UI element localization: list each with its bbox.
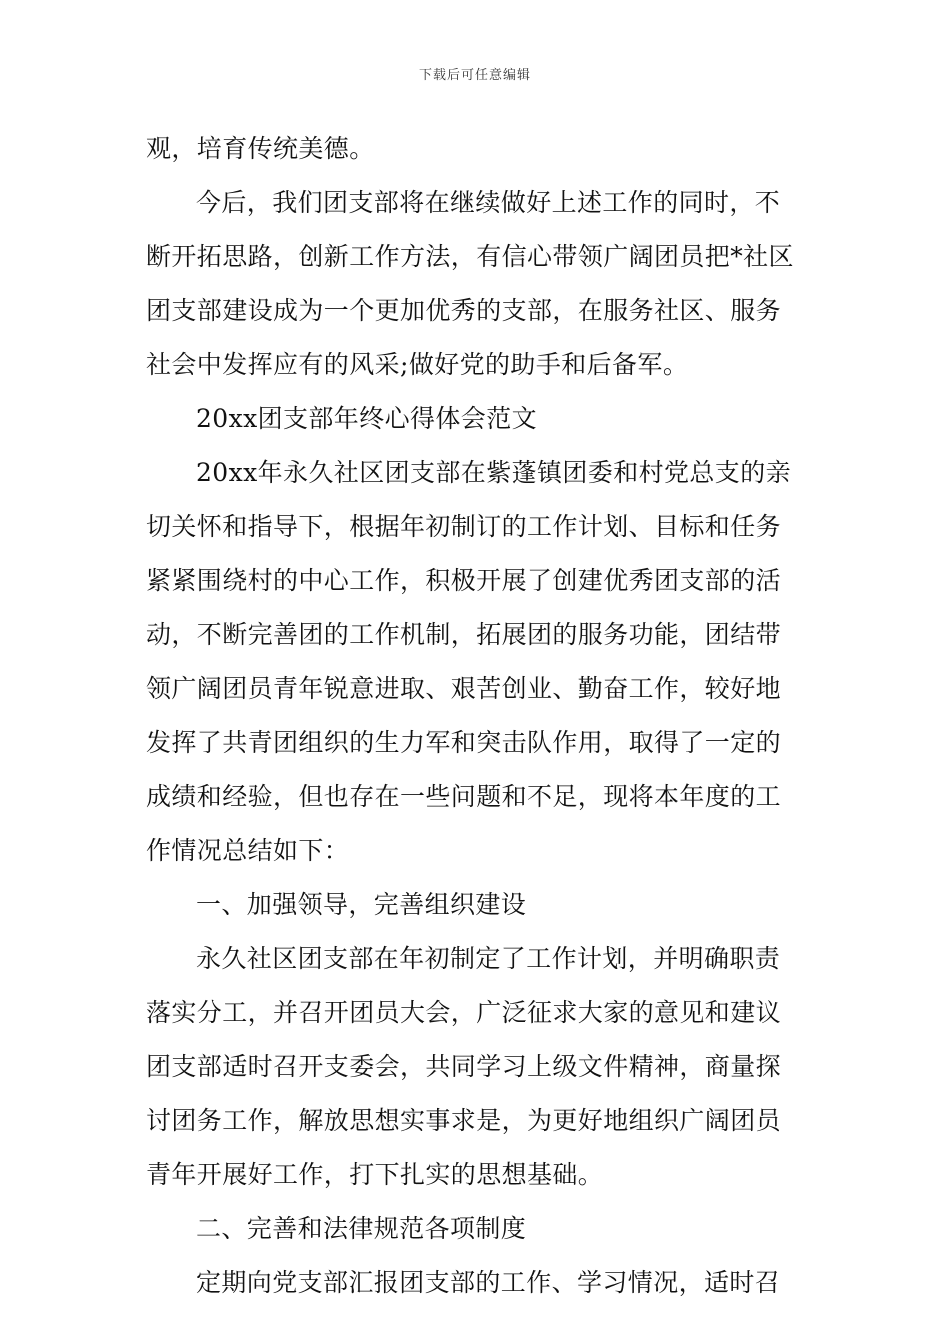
text-line: 发挥了共青团组织的生力军和突击队作用，取得了一定的 — [146, 728, 782, 757]
text-line: 切关怀和指导下，根据年初制订的工作计划、目标和任务 — [146, 512, 782, 541]
text-line: 讨团务工作，解放思想实事求是，为更好地组织广阔团员 — [146, 1106, 782, 1135]
text-line: 永久社区团支部在年初制定了工作计划，并明确职责 — [196, 944, 781, 973]
text-line: 领广阔团员青年锐意进取、艰苦创业、勤奋工作，较好地 — [146, 674, 782, 703]
document-body — [146, 122, 806, 1310]
text-line: 落实分工，并召开团员大会，广泛征求大家的意见和建议 — [146, 998, 782, 1027]
text-line: 紧紧围绕村的中心工作，积极开展了创建优秀团支部的活 — [146, 566, 782, 595]
text-line: 团支部适时召开支委会，共同学习上级文件精神，商量探 — [146, 1052, 782, 1081]
text-line: 作情况总结如下： — [146, 836, 350, 865]
section-heading: 一、加强领导，完善组织建设 — [196, 890, 527, 919]
text-line: 动，不断完善团的工作机制，拓展团的服务功能，团结带 — [146, 620, 782, 649]
page-header: 下载后可任意编辑 — [418, 68, 531, 83]
text-line: 成绩和经验，但也存在一些问题和不足，现将本年度的工 — [146, 782, 782, 811]
text-line: 团支部建设成为一个更加优秀的支部，在服务社区、服务 — [146, 296, 782, 325]
section-title: 20xx团支部年终心得体会范文 — [196, 404, 538, 433]
text-line: 社会中发挥应有的风采;做好党的助手和后备军。 — [146, 350, 689, 379]
text-line: 观，培育传统美德。 — [146, 134, 375, 163]
text-line: 断开拓思路，创新工作方法，有信心带领广阔团员把*社区 — [146, 242, 794, 271]
text-line: 今后，我们团支部将在继续做好上述工作的同时，不 — [196, 188, 781, 217]
text-line: 青年开展好工作，打下扎实的思想基础。 — [146, 1160, 604, 1189]
section-heading: 二、完善和法律规范各项制度 — [196, 1214, 527, 1243]
text-line: 20xx年永久社区团支部在紫蓬镇团委和村党总支的亲 — [196, 458, 792, 487]
text-line: 定期向党支部汇报团支部的工作、学习情况，适时召 — [196, 1268, 781, 1297]
